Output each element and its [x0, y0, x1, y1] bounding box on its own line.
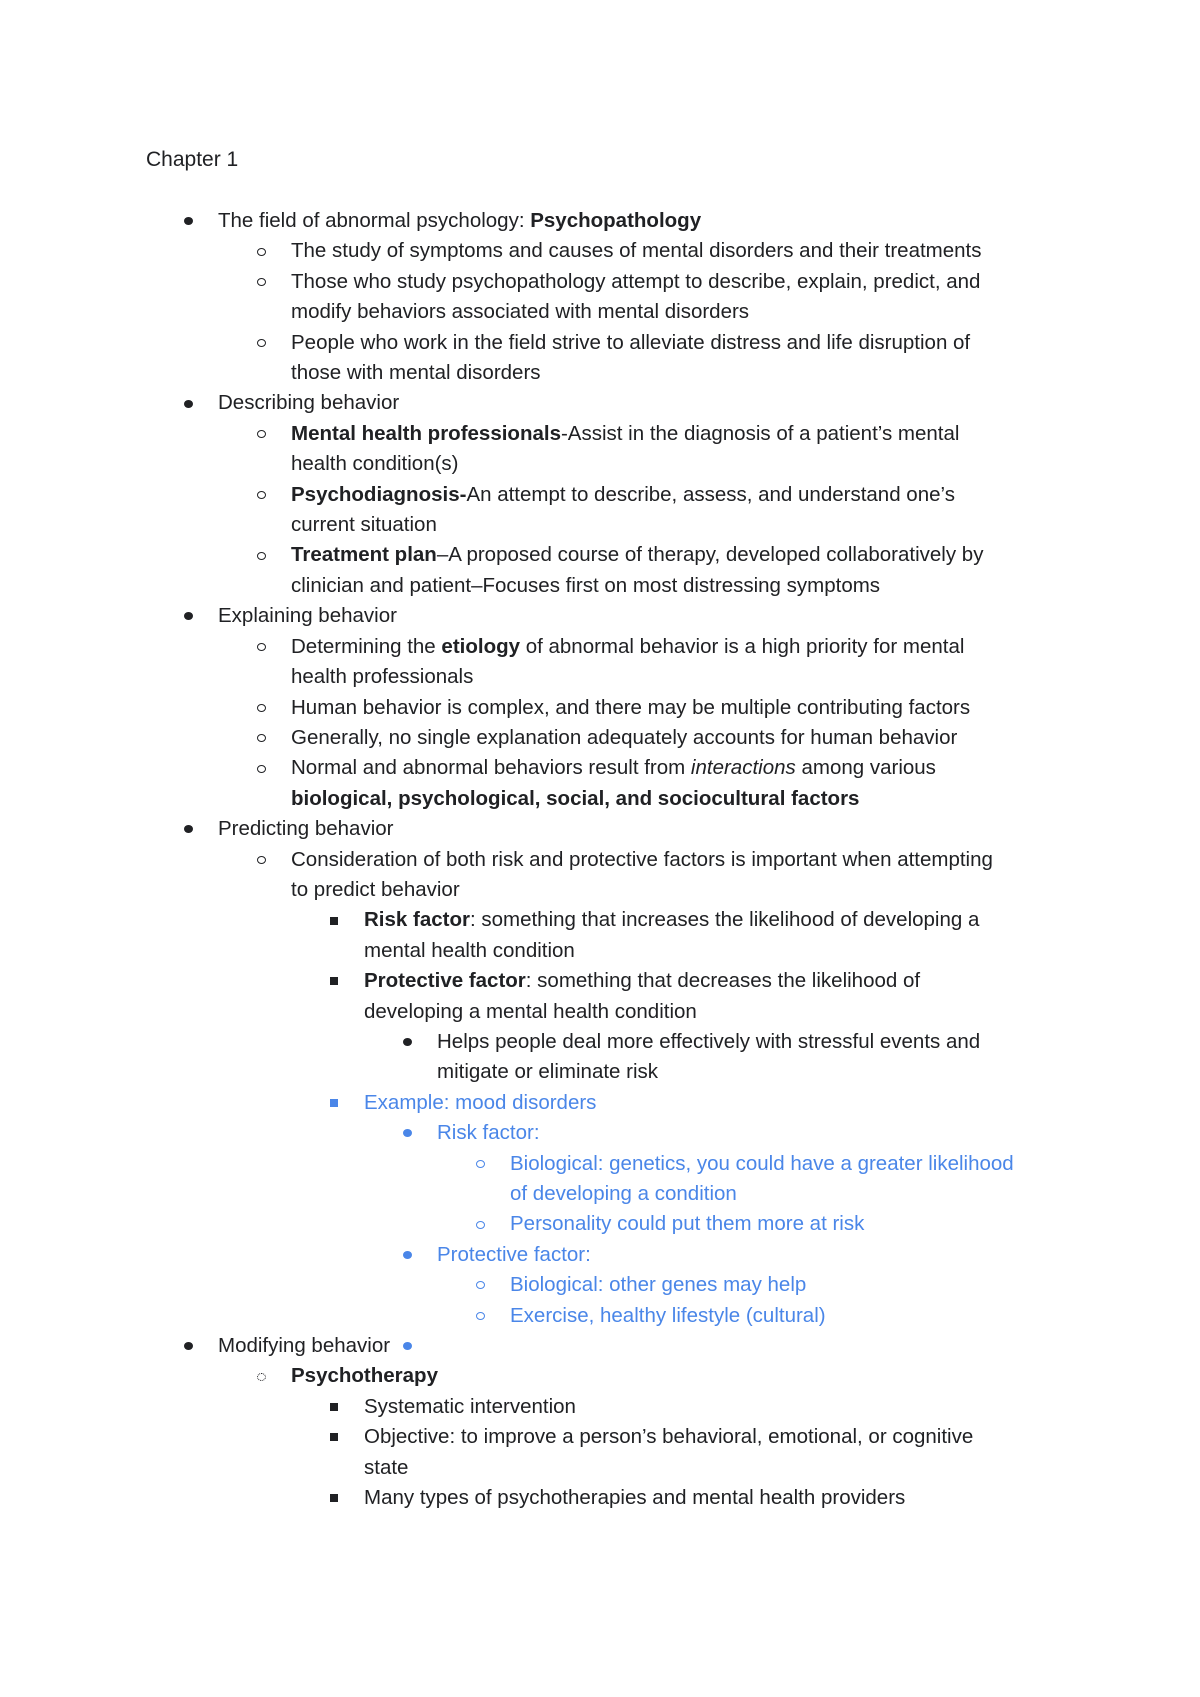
bullet-circle-icon: [472, 1149, 488, 1179]
line-text: Protective factor:: [437, 1242, 591, 1266]
bullet-square-icon: [326, 1483, 342, 1513]
line-text: current situation: [291, 513, 437, 537]
line-text: An attempt to describe, assess, and understand one’s: [466, 482, 955, 506]
line-text: Modifying behavior: [218, 1334, 391, 1358]
line-text: to predict behavior: [291, 877, 460, 901]
bullet-circle-icon: [253, 236, 269, 266]
bullet-square-icon: [326, 905, 342, 935]
bullet-circle-icon: [472, 1270, 488, 1300]
outline-line: [0, 1209, 1200, 1239]
line-text: those with mental disorders: [291, 361, 541, 385]
bold-term: Treatment plan: [291, 543, 437, 567]
bold-term: Psychodiagnosis-: [291, 482, 467, 506]
bold-term: biological, psychological, social, and sociocultural factors: [291, 786, 860, 810]
line-text: among various: [795, 756, 936, 780]
bullet-circle-icon: [472, 1301, 488, 1331]
outline-line: [0, 540, 1200, 570]
line-text: The field of abnormal psychology:: [218, 209, 531, 232]
bullet-disc-icon: [180, 601, 196, 631]
bullet-circle-icon: [253, 693, 269, 723]
outline-line: [0, 571, 1200, 601]
outline-line: [0, 905, 1200, 935]
chapter-title: Chapter 1: [146, 148, 239, 171]
line-text: health condition(s): [291, 452, 459, 476]
bullet-circle-icon: [253, 723, 269, 753]
line-text: Biological: other genes may help: [510, 1273, 807, 1297]
outline-line: [0, 875, 1200, 905]
outline-line: [0, 328, 1200, 358]
line-text: Normal and abnormal behaviors result from: [291, 756, 691, 780]
outline-line: [0, 236, 1200, 266]
outline-line: [0, 1088, 1200, 1118]
outline-line: [0, 966, 1200, 996]
bold-term: Mental health professionals: [291, 421, 561, 445]
line-text: Objective: to improve a person’s behavioral, emotional, or cognitive: [364, 1425, 974, 1449]
outline-line: [0, 1361, 1200, 1391]
outline-line: [0, 1027, 1200, 1057]
bullet-disc-icon: [399, 1027, 415, 1057]
line-text: of developing a condition: [510, 1182, 737, 1205]
bullet-disc-icon: [180, 388, 196, 418]
outline-line: [0, 1422, 1200, 1452]
bold-term: Psychotherapy: [291, 1364, 438, 1388]
bold-term: Psychopathology: [530, 209, 702, 232]
line-text: Human behavior is complex, and there may be multiple contributing factors: [291, 695, 971, 719]
line-text: Personality could put them more at risk: [510, 1212, 865, 1236]
bullet-square-icon: [326, 1422, 342, 1452]
outline-line: [0, 693, 1200, 723]
bullet-square-icon: [326, 966, 342, 996]
outline-line: [0, 1057, 1200, 1087]
outline-line: [0, 936, 1200, 966]
bullet-circle-icon: [472, 1209, 488, 1239]
line-text: clinician and patient–Focuses first on most distressing symptoms: [291, 573, 881, 597]
line-text: Example: mood disorders: [364, 1090, 597, 1114]
bullet-disc-icon: [180, 206, 196, 236]
bullet-disc-icon: [399, 1118, 415, 1148]
bullet-disc-icon: [399, 1240, 415, 1270]
outline-line: [0, 601, 1200, 631]
line-text: –A proposed course of therapy, developed collaboratively by: [436, 543, 984, 567]
bullet-circle-icon: [253, 540, 269, 570]
line-text: Consideration of both risk and protective factors is important when attempting: [291, 847, 993, 871]
outline-line: [0, 784, 1200, 814]
notes-outline: [0, 206, 1200, 1513]
line-text: health professionals: [291, 665, 474, 689]
bullet-circle-icon: [253, 267, 269, 297]
line-text: developing a mental health condition: [364, 999, 697, 1023]
outline-line: [0, 510, 1200, 540]
outline-line: [0, 1301, 1200, 1331]
outline-line: [0, 1453, 1200, 1483]
line-text: Systematic intervention: [364, 1394, 576, 1418]
bold-term: Risk factor: [364, 908, 470, 932]
line-text: modify behaviors associated with mental disorders: [291, 300, 750, 324]
line-text: Determining the: [291, 634, 442, 658]
line-text: -Assist in the diagnosis of a patient’s mental: [560, 421, 960, 445]
bullet-disc-icon: [180, 814, 196, 844]
outline-line: [0, 358, 1200, 388]
line-text: mitigate or eliminate risk: [437, 1060, 659, 1084]
line-text: Many types of psychotherapies and mental health providers: [364, 1486, 906, 1510]
outline-line: [0, 753, 1200, 783]
bullet-circle-icon: [253, 753, 269, 783]
bullet-circle-icon: [253, 845, 269, 875]
line-text: Exercise, healthy lifestyle (cultural): [510, 1303, 826, 1327]
line-text: : something that decreases the likelihood of: [525, 969, 921, 993]
bullet-square-icon: [326, 1088, 342, 1118]
outline-line: [0, 632, 1200, 662]
line-text: : something that increases the likelihood of developing a: [469, 908, 980, 932]
line-text: state: [364, 1455, 409, 1479]
outline-line: [0, 449, 1200, 479]
line-text: of abnormal behavior is a high priority for mental: [520, 634, 965, 658]
outline-line: [0, 419, 1200, 449]
bold-term: Protective factor: [364, 969, 526, 993]
outline-line: [0, 1270, 1200, 1300]
bullet-circle-icon: [253, 328, 269, 358]
outline-line: [0, 1331, 1200, 1361]
outline-line: [0, 480, 1200, 510]
line-text: The study of symptoms and causes of mental disorders and their treatments: [291, 239, 982, 263]
outline-line: [0, 206, 1200, 236]
outline-line: [0, 1149, 1200, 1179]
outline-line: [0, 1179, 1200, 1209]
outline-line: [0, 1483, 1200, 1513]
bullet-circle-icon: [253, 419, 269, 449]
bullet-disc-icon: [180, 1331, 196, 1361]
line-text: mental health condition: [364, 938, 575, 962]
outline-line: [0, 845, 1200, 875]
bullet-square-icon: [326, 1392, 342, 1422]
line-text: Explaining behavior: [218, 604, 397, 628]
line-text: Risk factor:: [437, 1121, 540, 1145]
bold-term: etiology: [441, 634, 521, 658]
outline-line: [0, 814, 1200, 844]
line-text: Predicting behavior: [218, 817, 394, 841]
outline-line: [0, 388, 1200, 418]
bullet-circle-icon: [253, 480, 269, 510]
outline-line: [0, 267, 1200, 297]
line-text: Helps people deal more effectively with stressful events and: [437, 1029, 981, 1053]
outline-line: [0, 997, 1200, 1027]
outline-line: [0, 297, 1200, 327]
line-text: Describing behavior: [218, 391, 400, 415]
line-text: People who work in the field strive to alleviate distress and life disruption of: [291, 330, 971, 354]
line-text: Biological: genetics, you could have a greater likelihood: [510, 1151, 1014, 1175]
outline-line: [0, 723, 1200, 753]
outline-line: [0, 662, 1200, 692]
line-text: Generally, no single explanation adequately accounts for human behavior: [291, 725, 958, 749]
italic-text: interactions: [690, 756, 796, 780]
line-text: Those who study psychopathology attempt to describe, explain, predict, and: [291, 269, 981, 293]
bullet-circle-icon: [253, 632, 269, 662]
outline-line: [0, 1118, 1200, 1148]
bullet-dotted-icon: [253, 1361, 269, 1391]
outline-line: [0, 1240, 1200, 1270]
outline-line: [0, 1392, 1200, 1422]
